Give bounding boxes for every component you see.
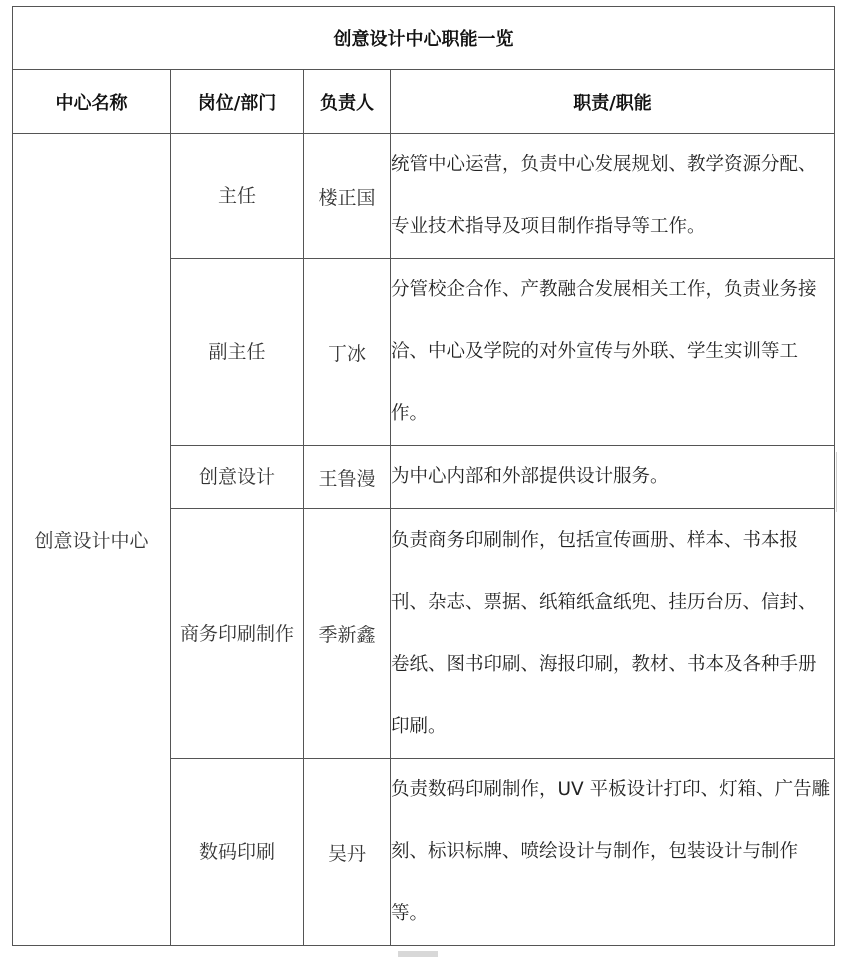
header-row bbox=[13, 70, 835, 134]
page-edge-divider bbox=[836, 452, 846, 512]
person-cell: 吴丹 bbox=[304, 759, 391, 946]
person-cell: 季新鑫 bbox=[304, 509, 391, 759]
function-table bbox=[12, 6, 835, 946]
title-row bbox=[13, 7, 835, 70]
scroll-handle[interactable] bbox=[398, 951, 438, 957]
table-row bbox=[13, 134, 835, 259]
duty-cell: 分管校企合作、产教融合发展相关工作，负责业务接洽、中心及学院的对外宣传与外联、学生实训等工作。 bbox=[391, 259, 835, 446]
duty-cell: 为中心内部和外部提供设计服务。 bbox=[391, 446, 835, 509]
duty-cell: 统管中心运营，负责中心发展规划、教学资源分配、专业技术指导及项目制作指导等工作。 bbox=[391, 134, 835, 259]
person-cell: 王鲁漫 bbox=[304, 446, 391, 509]
header-person: 负责人 bbox=[304, 70, 391, 134]
header-post: 岗位/部门 bbox=[171, 70, 304, 134]
center-name-cell: 创意设计中心 bbox=[13, 134, 171, 946]
post-cell: 副主任 bbox=[171, 259, 304, 446]
duty-cell: 负责数码印刷制作，UV 平板设计打印、灯箱、广告雕刻、标识标牌、喷绘设计与制作，包装设计与制作等。 bbox=[391, 759, 835, 946]
post-cell: 主任 bbox=[171, 134, 304, 259]
header-center-name: 中心名称 bbox=[13, 70, 171, 134]
post-cell: 创意设计 bbox=[171, 446, 304, 509]
post-cell: 数码印刷 bbox=[171, 759, 304, 946]
person-cell: 丁冰 bbox=[304, 259, 391, 446]
person-cell: 楼正国 bbox=[304, 134, 391, 259]
post-cell: 商务印刷制作 bbox=[171, 509, 304, 759]
table-title: 创意设计中心职能一览 bbox=[13, 7, 835, 70]
header-duty: 职责/职能 bbox=[391, 70, 835, 134]
duty-cell: 负责商务印刷制作，包括宣传画册、样本、书本报刊、杂志、票据、纸箱纸盒纸兜、挂历台历、信封、卷纸、图书印刷、海报印刷，教材、书本及各种手册印刷。 bbox=[391, 509, 835, 759]
